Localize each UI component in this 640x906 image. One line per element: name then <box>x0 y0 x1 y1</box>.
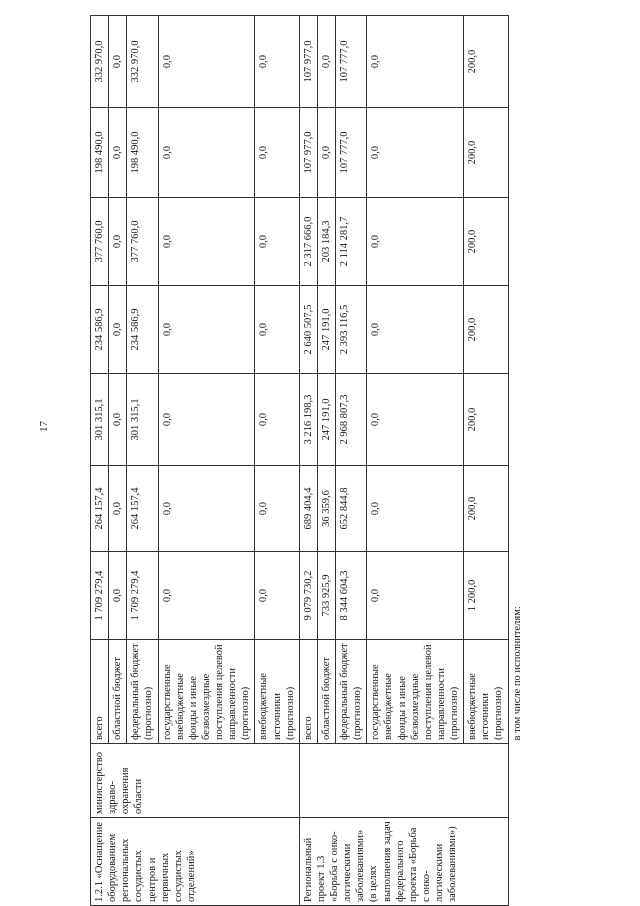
value-cell: 377 760,0 <box>91 198 109 286</box>
value-cell: 234 586,9 <box>127 286 158 374</box>
value-cell: 0,0 <box>109 374 127 466</box>
rotated-page <box>90 16 610 906</box>
value-cell: 264 157,4 <box>91 466 109 552</box>
budget-table <box>90 15 526 906</box>
value-cell: 200,0 <box>464 466 508 552</box>
value-cell: 0,0 <box>367 198 464 286</box>
value-cell: 0,0 <box>367 16 464 108</box>
value-cell: 200,0 <box>464 16 508 108</box>
source-cell: внебюджетные источники (прогнозно) <box>464 640 508 744</box>
value-cell: 203 184,3 <box>317 198 335 286</box>
value-cell: 0,0 <box>158 198 255 286</box>
value-cell: 264 157,4 <box>127 466 158 552</box>
value-cell: 1 200,0 <box>464 552 508 640</box>
value-cell: 200,0 <box>464 374 508 466</box>
value-cell: 36 359,6 <box>317 466 335 552</box>
value-cell: 332 970,0 <box>91 16 109 108</box>
value-cell: 1 709 279,4 <box>91 552 109 640</box>
value-cell: 0,0 <box>109 552 127 640</box>
value-cell: 0,0 <box>367 374 464 466</box>
value-cell: 3 216 198,3 <box>299 374 317 466</box>
value-cell: 301 315,1 <box>91 374 109 466</box>
value-cell: 0,0 <box>109 466 127 552</box>
page-number: 17 <box>38 421 50 432</box>
value-cell: 107 777,0 <box>336 16 367 108</box>
value-cell: 0,0 <box>158 552 255 640</box>
value-cell: 107 977,0 <box>299 108 317 198</box>
source-cell: государственные внебюджетные фонды и иные безвозмездные поступления целевой направленности (прогнозно) <box>158 640 255 744</box>
value-cell: 0,0 <box>255 198 299 286</box>
value-cell: 0,0 <box>255 286 299 374</box>
value-cell: 0,0 <box>158 286 255 374</box>
value-cell: 2 317 666,0 <box>299 198 317 286</box>
value-cell: 0,0 <box>109 16 127 108</box>
value-cell: 0,0 <box>255 466 299 552</box>
table-row <box>299 16 317 906</box>
source-cell: государственные внебюджетные фонды и иные безвозмездные поступления целевой направленности (прогнозно) <box>367 640 464 744</box>
value-cell: 9 079 730,2 <box>299 552 317 640</box>
value-cell: 234 586,9 <box>91 286 109 374</box>
source-cell: федеральный бюджет (прогнозно) <box>336 640 367 744</box>
value-cell: 0,0 <box>367 466 464 552</box>
value-cell: 2 640 507,5 <box>299 286 317 374</box>
project-name-cell: Региональный проект 1.3 «Борьба с онко-логическими заболеваниями» (в целях выполнения задач федерального проекта «Борьба с онко-логическими заболеваниями») <box>299 818 508 906</box>
value-cell: 0,0 <box>158 374 255 466</box>
value-cell: 0,0 <box>367 552 464 640</box>
value-cell: 2 393 116,5 <box>336 286 367 374</box>
value-cell: 200,0 <box>464 286 508 374</box>
value-cell: 200,0 <box>464 198 508 286</box>
source-cell: всего <box>299 640 317 744</box>
value-cell: 377 760,0 <box>127 198 158 286</box>
value-cell: 247 191,0 <box>317 286 335 374</box>
source-cell: областной бюджет <box>317 640 335 744</box>
value-cell: 8 344 604,3 <box>336 552 367 640</box>
source-cell: внебюджетные источники (прогнозно) <box>255 640 299 744</box>
source-cell: всего <box>91 640 109 744</box>
value-cell: 200,0 <box>464 108 508 198</box>
value-cell: 0,0 <box>255 374 299 466</box>
table-row <box>508 16 526 906</box>
value-cell: 0,0 <box>255 16 299 108</box>
executor-cell: министерство здраво-охранения области <box>91 744 300 818</box>
value-cell: 332 970,0 <box>127 16 158 108</box>
value-cell: 301 315,1 <box>127 374 158 466</box>
value-cell: 198 490,0 <box>91 108 109 198</box>
value-cell: 652 844,8 <box>336 466 367 552</box>
value-cell: 247 191,0 <box>317 374 335 466</box>
value-cell: 733 925,9 <box>317 552 335 640</box>
value-cell: 0,0 <box>109 108 127 198</box>
footer-note: в том числе по исполнителям: <box>508 16 526 744</box>
value-cell: 689 404,4 <box>299 466 317 552</box>
value-cell: 0,0 <box>255 108 299 198</box>
value-cell: 107 777,0 <box>336 108 367 198</box>
value-cell: 0,0 <box>367 286 464 374</box>
source-cell: областной бюджет <box>109 640 127 744</box>
event-name-cell: 1.2.1 «Оснащение оборудованием региональных сосудистых центров и первичных сосудистых отделений» <box>91 818 300 906</box>
value-cell: 198 490,0 <box>127 108 158 198</box>
value-cell: 0,0 <box>158 16 255 108</box>
value-cell: 0,0 <box>317 108 335 198</box>
value-cell: 0,0 <box>158 466 255 552</box>
value-cell: 0,0 <box>158 108 255 198</box>
value-cell: 0,0 <box>109 286 127 374</box>
value-cell: 0,0 <box>367 108 464 198</box>
source-cell: федеральный бюджет (прогнозно) <box>127 640 158 744</box>
value-cell: 0,0 <box>255 552 299 640</box>
value-cell: 0,0 <box>109 198 127 286</box>
value-cell: 107 977,0 <box>299 16 317 108</box>
value-cell: 0,0 <box>317 16 335 108</box>
value-cell: 1 709 279,4 <box>127 552 158 640</box>
executor-cell <box>299 744 508 818</box>
value-cell: 2 968 807,3 <box>336 374 367 466</box>
table-row <box>91 16 109 906</box>
value-cell: 2 114 281,7 <box>336 198 367 286</box>
